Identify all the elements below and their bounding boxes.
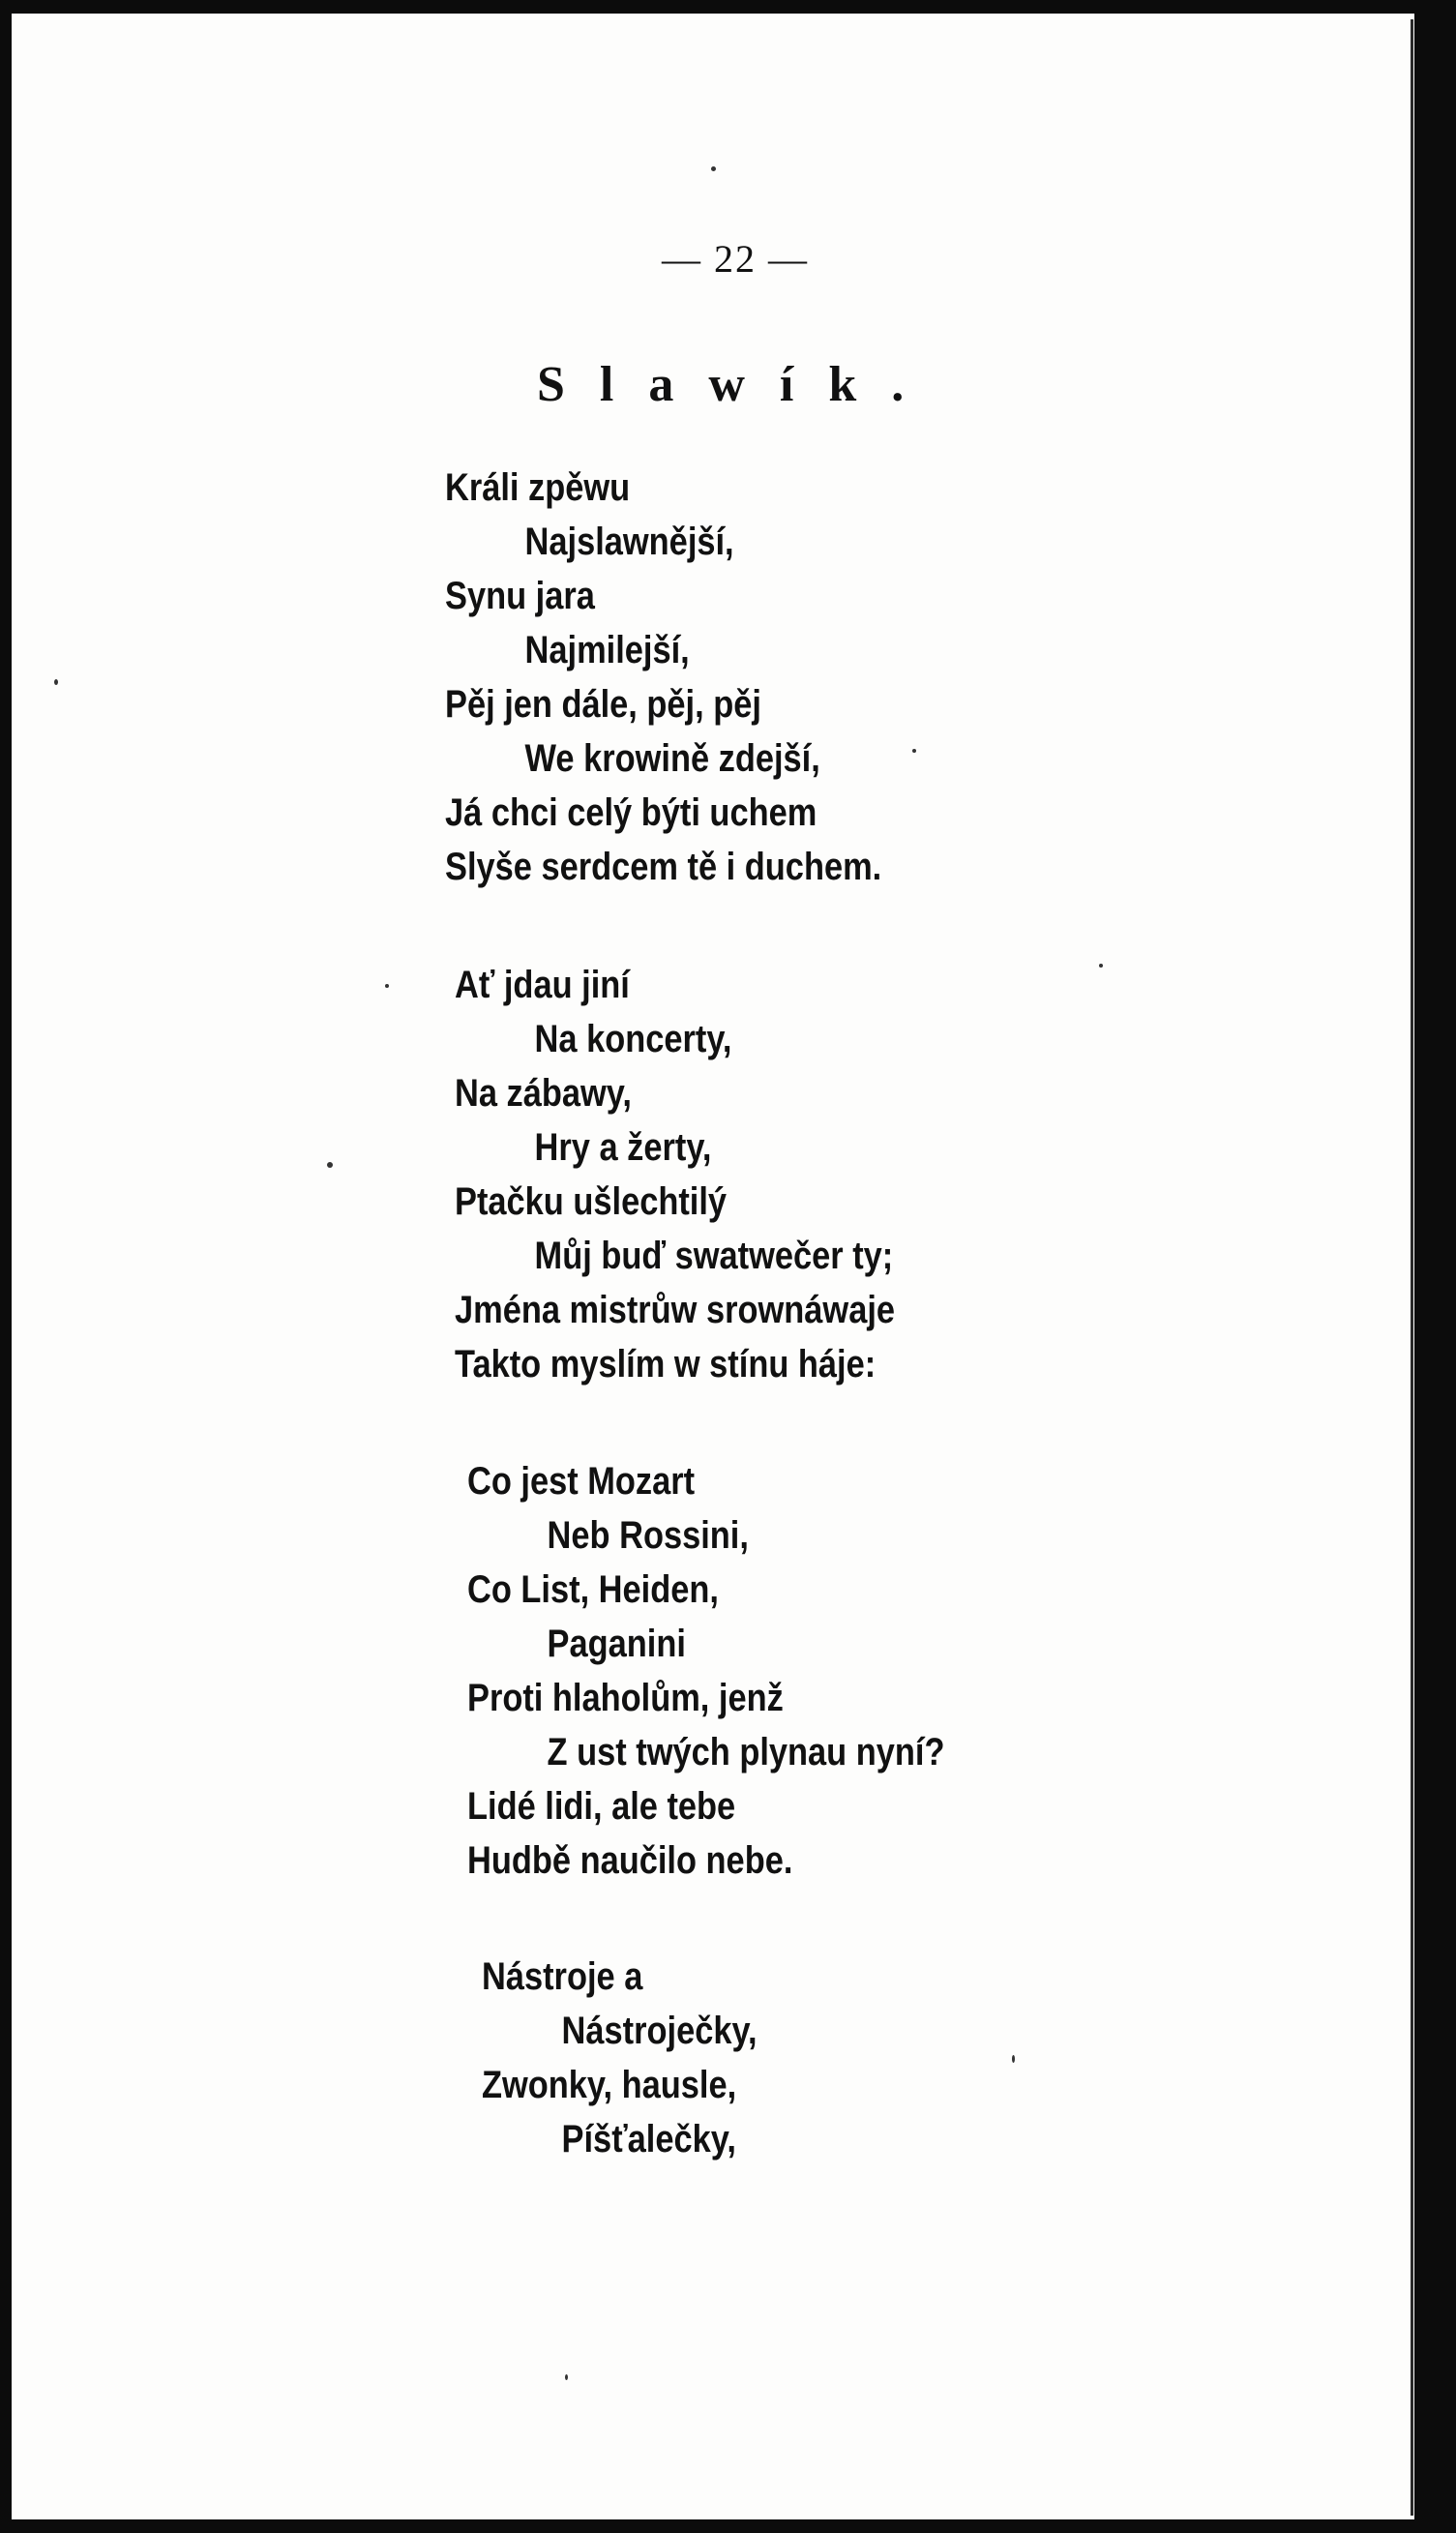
stanza-4 [482,1950,802,2166]
scan-inner-rule [1411,19,1413,2516]
verse-line: Co jest Mozart [467,1460,696,1503]
verse-line: Hry a žerty, [534,1126,712,1169]
verse-line: Ptačku ušlechtilý [455,1180,728,1223]
scan-speck [1099,964,1103,968]
verse-line: Nástroje a [482,1955,643,1998]
scan-border-right [1414,0,1456,2533]
verse-line: Můj buď swatwečer ty; [534,1235,894,1277]
stanza-2 [455,958,966,1391]
verse-line: Neb Rossini, [547,1514,749,1557]
verse-line: Najmilejší, [524,629,690,671]
scan-speck [54,679,58,685]
scan-speck [565,2374,568,2380]
verse-line: Já chci celý býti uchem [445,791,817,834]
verse-line: Z ust twých plynau nyní? [547,1731,945,1773]
verse-line: Synu jara [445,575,595,617]
verse-line: Králi zpěwu [445,466,631,509]
verse-line: Zwonky, hausle, [482,2064,737,2106]
verse-line: Jména mistrůw srownáwaje [455,1289,896,1331]
verse-line: Pěj jen dále, pěj, pěj [445,683,761,726]
poem-title: Slawík. [537,357,939,412]
scan-border-bottom [0,2519,1456,2533]
verse-line: Co List, Heiden, [467,1568,719,1611]
scan-speck [385,984,389,988]
verse-line: Takto myslím w stínu háje: [455,1343,877,1386]
scan-speck [711,166,716,171]
verse-line: Na koncerty, [534,1018,732,1060]
verse-line: We krowině zdejší, [524,737,820,780]
page-number: — 22 — [662,237,809,281]
verse-line: Hudbě naučilo nebe. [467,1839,793,1882]
verse-line: Proti hlaholům, jenž [467,1677,784,1719]
scan-border-top [0,0,1456,14]
verse-line: Na zábawy, [455,1072,632,1115]
verse-line: Ať jdau jiní [455,964,630,1006]
verse-line: Najslawnější, [524,521,734,563]
scan-border-left [0,0,12,2533]
verse-line: Slyše serdcem tě i duchem. [445,846,882,888]
scan-speck [1012,2055,1015,2063]
stanza-3 [467,1454,1023,1888]
scan-speck [327,1162,333,1168]
verse-line: Paganini [547,1623,686,1665]
verse-line: Nástroječky, [561,2010,758,2052]
verse-line: Píšťalečky, [561,2118,736,2160]
stanza-1 [445,461,953,894]
verse-line: Lidé lidi, ale tebe [467,1785,736,1828]
